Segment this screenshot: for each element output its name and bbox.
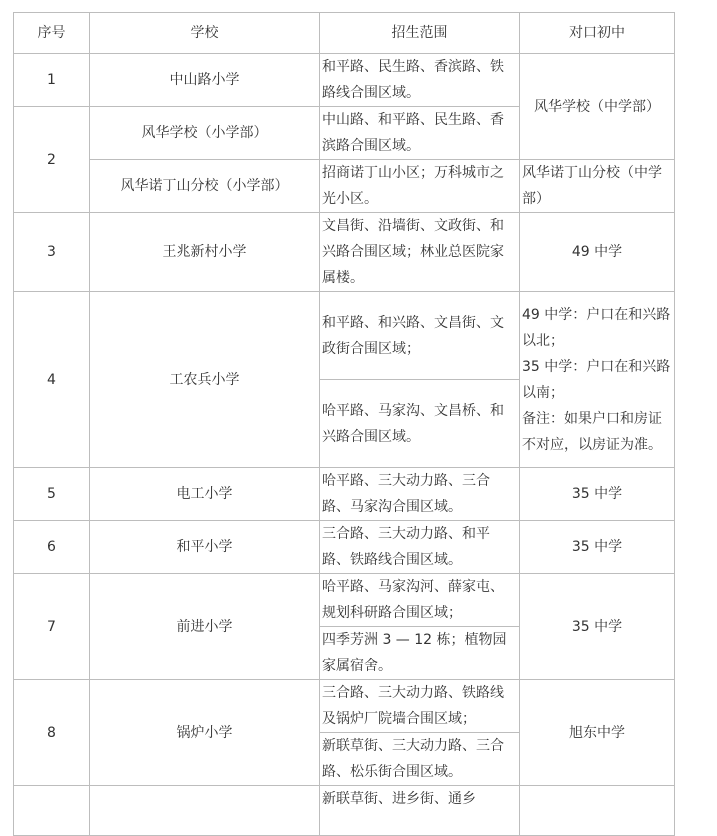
enrollment-scope: 三合路、三大动力路、铁路线及锅炉厂院墙合围区域； [320, 680, 520, 733]
school-name: 锅炉小学 [90, 680, 320, 786]
enrollment-scope: 招商诺丁山小区；万科城市之光小区。 [320, 160, 520, 213]
school-name: 风华学校（小学部） [90, 107, 320, 160]
row-number: 4 [14, 292, 90, 468]
middle-school: 49 中学 [520, 213, 675, 292]
enrollment-scope: 新联草街、三大动力路、三合路、松乐街合围区域。 [320, 733, 520, 786]
enrollment-scope: 三合路、三大动力路、和平路、铁路线合围区域。 [320, 521, 520, 574]
header-school: 学校 [90, 13, 320, 54]
enrollment-scope: 哈平路、马家沟、文昌桥、和兴路合围区域。 [320, 380, 520, 468]
enrollment-scope: 四季芳洲 3 — 12 栋；植物园家属宿舍。 [320, 627, 520, 680]
school-name [90, 786, 320, 836]
table-row [14, 680, 675, 733]
enrollment-scope: 和平路、民生路、香滨路、铁路线合围区域。 [320, 54, 520, 107]
table-row [14, 521, 675, 574]
header-middle-school: 对口初中 [520, 13, 675, 54]
middle-school: 风华学校（中学部） [520, 54, 675, 160]
row-number: 3 [14, 213, 90, 292]
school-name: 王兆新村小学 [90, 213, 320, 292]
middle-school: 35 中学 [520, 574, 675, 680]
school-name: 风华诺丁山分校（小学部） [90, 160, 320, 213]
school-name: 中山路小学 [90, 54, 320, 107]
middle-school: 旭东中学 [520, 680, 675, 786]
table-row [14, 54, 675, 107]
enrollment-scope: 哈平路、马家沟河、薛家屯、规划科研路合围区域； [320, 574, 520, 627]
row-number: 1 [14, 54, 90, 107]
middle-school-line: 35 中学：户口在和兴路以南； [522, 358, 671, 401]
row-number: 5 [14, 468, 90, 521]
table-row [14, 160, 675, 213]
row-number: 2 [14, 107, 90, 213]
school-name: 电工小学 [90, 468, 320, 521]
table-row [14, 213, 675, 292]
header-number: 序号 [14, 13, 90, 54]
header-scope: 招生范围 [320, 13, 520, 54]
table-row [14, 292, 675, 380]
middle-school [520, 292, 675, 468]
middle-school: 35 中学 [520, 468, 675, 521]
school-district-table [13, 12, 675, 836]
enrollment-scope: 和平路、和兴路、文昌街、文政街合围区域； [320, 292, 520, 380]
enrollment-scope: 新联草街、进乡街、通乡 [320, 786, 520, 836]
table-row [14, 468, 675, 521]
enrollment-scope: 文昌街、沿墙街、文政街、和兴路合围区域；林业总医院家属楼。 [320, 213, 520, 292]
middle-school: 风华诺丁山分校（中学部） [520, 160, 675, 213]
middle-school [520, 786, 675, 836]
middle-school: 35 中学 [520, 521, 675, 574]
school-name: 前进小学 [90, 574, 320, 680]
middle-school-line: 49 中学：户口在和兴路以北； [522, 306, 671, 349]
enrollment-scope: 中山路、和平路、民生路、香滨路合围区域。 [320, 107, 520, 160]
middle-school-note: 备注：如果户口和房证不对应，以房证为准。 [522, 410, 662, 453]
table-header-row [14, 13, 675, 54]
row-number: 6 [14, 521, 90, 574]
school-name: 和平小学 [90, 521, 320, 574]
row-number: 8 [14, 680, 90, 786]
row-number [14, 786, 90, 836]
table-row [14, 574, 675, 627]
enrollment-scope: 哈平路、三大动力路、三合路、马家沟合围区域。 [320, 468, 520, 521]
row-number: 7 [14, 574, 90, 680]
table-row [14, 786, 675, 836]
school-name: 工农兵小学 [90, 292, 320, 468]
